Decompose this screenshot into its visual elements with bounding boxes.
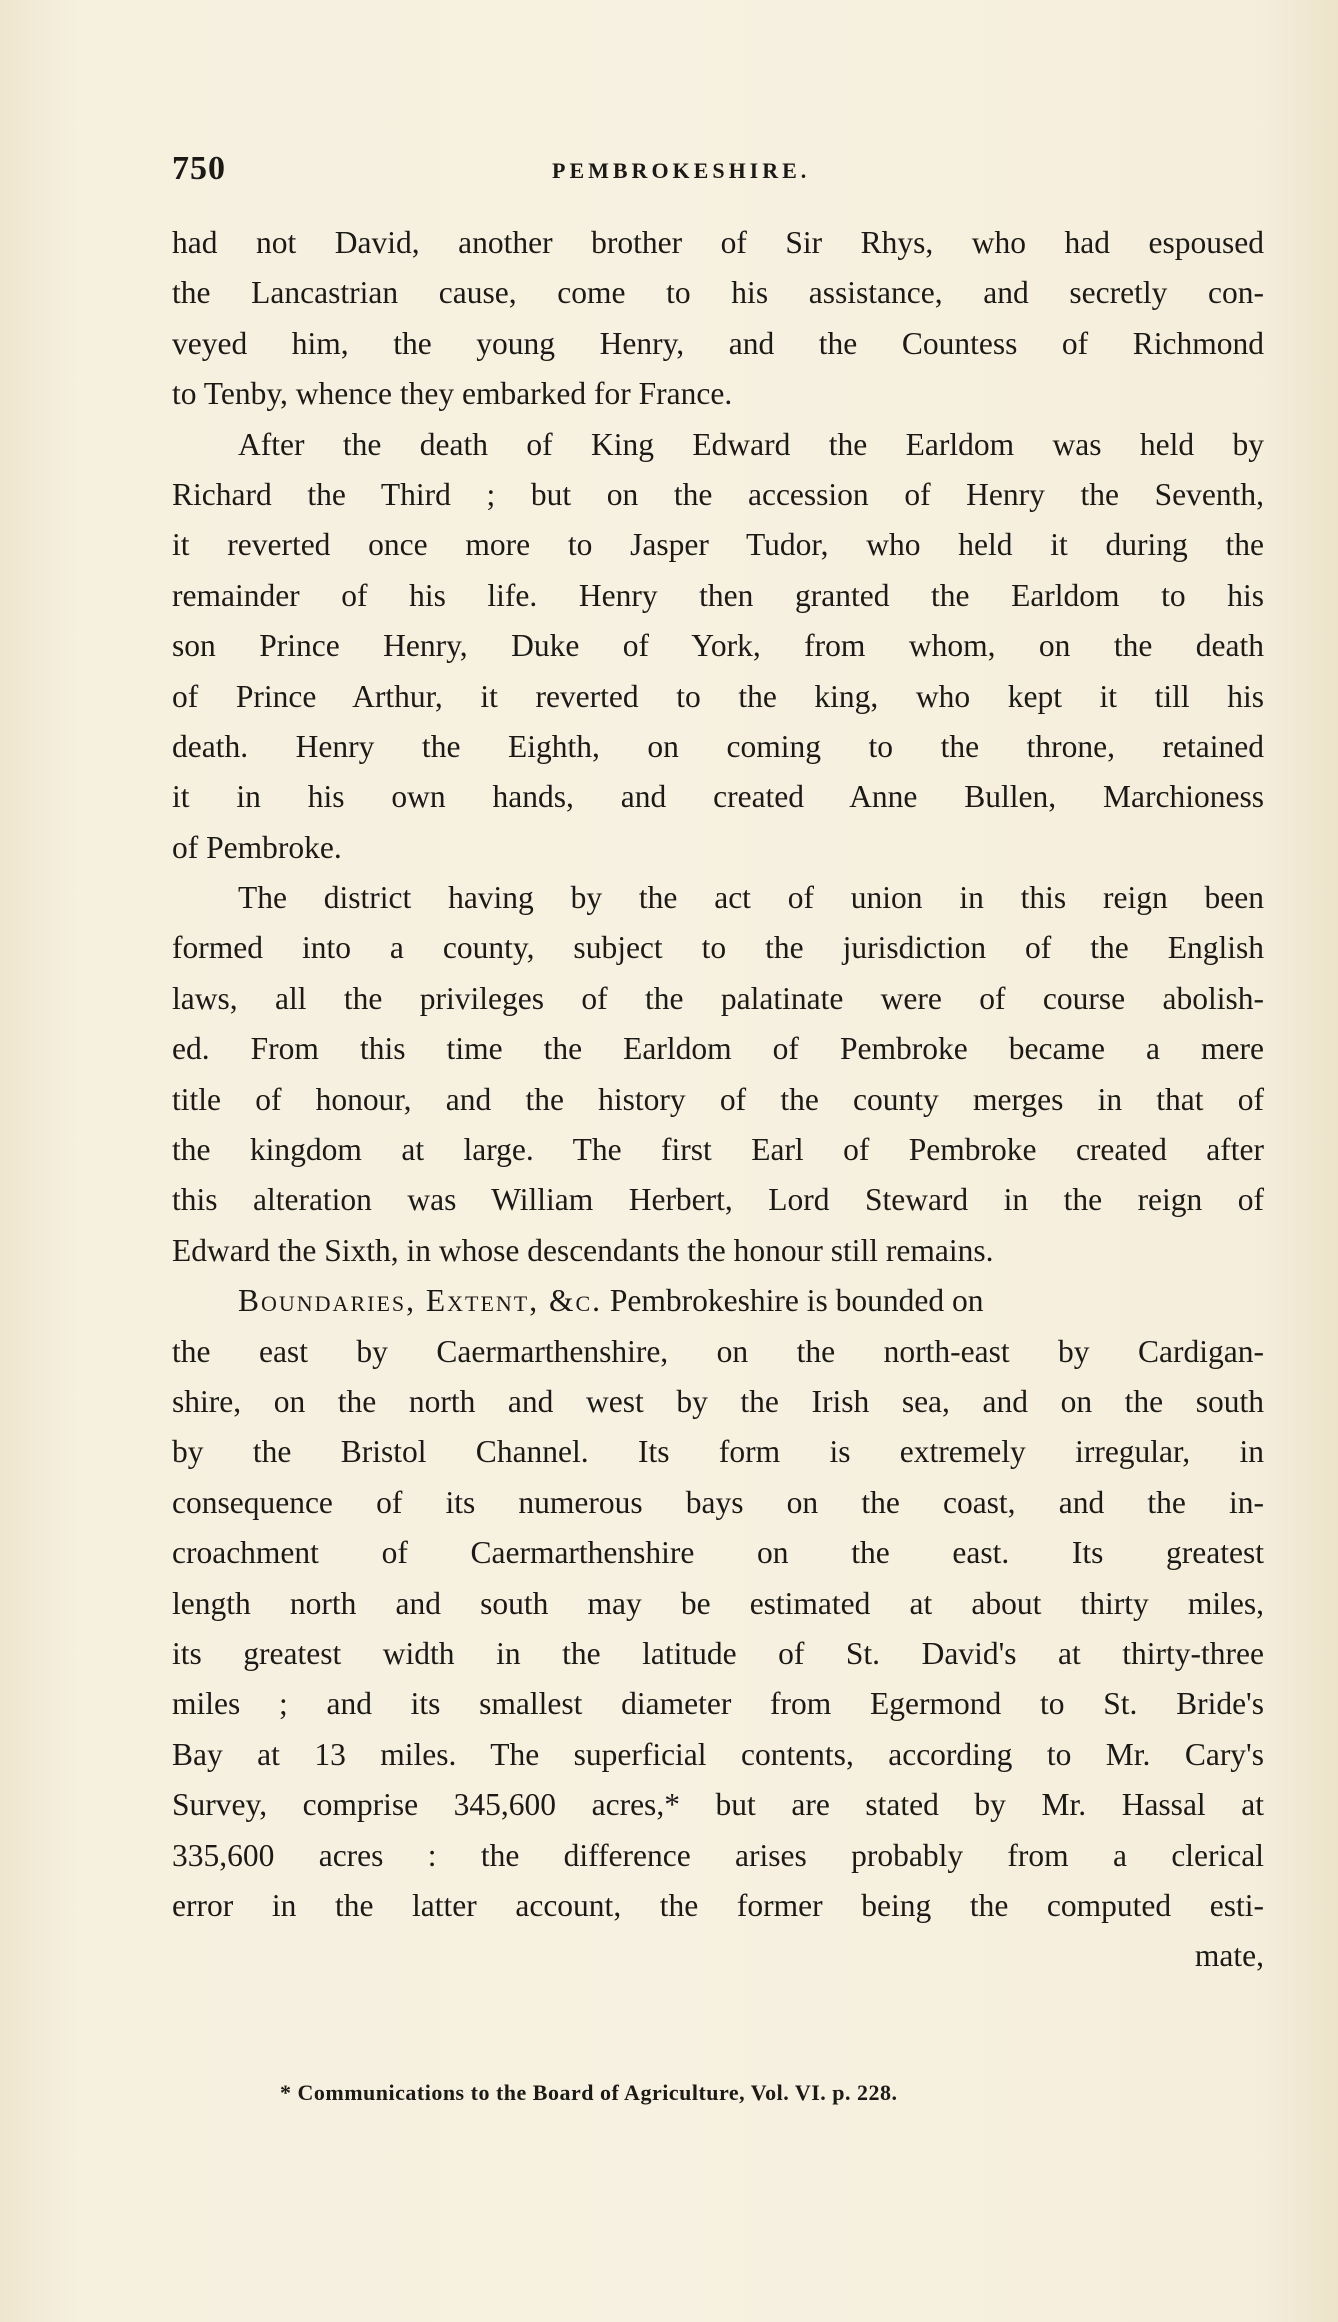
text-line: it in his own hands, and created Anne Bullen, Marchioness <box>172 779 1264 815</box>
text-line: this alteration was William Herbert, Lord Steward in the reign of <box>172 1182 1264 1218</box>
page-header <box>172 150 1292 194</box>
section-heading: Boundaries, Extent, &c. <box>238 1283 603 1319</box>
text-line: veyed him, the young Henry, and the Countess of Richmond <box>172 325 1264 361</box>
text-line: shire, on the north and west by the Irish sea, and on the south <box>172 1383 1264 1419</box>
footnote: * Communications to the Board of Agriculture, Vol. VI. p. 228. <box>280 2080 898 2105</box>
text-line: to Tenby, whence they embarked for France. <box>172 376 733 412</box>
text-line: the Lancastrian cause, come to his assistance, and secretly con- <box>172 275 1264 311</box>
text-line: the kingdom at large. The first Earl of Pembroke created after <box>172 1132 1264 1168</box>
text-line: death. Henry the Eighth, on coming to the throne, retained <box>172 728 1264 764</box>
page-number: 750 <box>172 150 226 187</box>
text-line: croachment of Caermarthenshire on the east. Its greatest <box>172 1535 1264 1571</box>
text-line: Richard the Third ; but on the accession of Henry the Seventh, <box>172 476 1264 512</box>
text-line: son Prince Henry, Duke of York, from whom, on the death <box>172 628 1264 664</box>
text-line: The district having by the act of union in this reign been <box>238 880 1264 916</box>
text-line: ed. From this time the Earldom of Pembroke became a mere <box>172 1031 1264 1067</box>
body-text <box>172 218 1264 1982</box>
text-line: error in the latter account, the former being the computed esti- <box>172 1887 1264 1923</box>
text-line: by the Bristol Channel. Its form is extremely irregular, in <box>172 1434 1264 1470</box>
text-line: its greatest width in the latitude of St. David's at thirty-three <box>172 1635 1264 1671</box>
text-line: laws, all the privileges of the palatinate were of course abolish- <box>172 980 1264 1016</box>
text-line: 335,600 acres : the difference arises probably from a clerical <box>172 1837 1264 1873</box>
text-line: miles ; and its smallest diameter from Egermond to St. Bride's <box>172 1686 1264 1722</box>
text-line: title of honour, and the history of the county merges in that of <box>172 1081 1264 1117</box>
text-line: Edward the Sixth, in whose descendants the honour still remains. <box>172 1232 994 1268</box>
text-line: formed into a county, subject to the jurisdiction of the English <box>172 930 1264 966</box>
text-line: After the death of King Edward the Earldom was held by <box>238 426 1264 462</box>
text-line: consequence of its numerous bays on the coast, and the in- <box>172 1484 1264 1520</box>
text-line: remainder of his life. Henry then granted the Earldom to his <box>172 577 1264 613</box>
text-line: had not David, another brother of Sir Rhys, who had espoused <box>172 225 1264 260</box>
text-line: Bay at 13 miles. The superficial contents, according to Mr. Cary's <box>172 1736 1264 1772</box>
text-line-remainder: Pembrokeshire is bounded on <box>602 1283 984 1319</box>
text-line: the east by Caermarthenshire, on the north-east by Cardigan- <box>172 1333 1264 1369</box>
text-line: of Prince Arthur, it reverted to the king, who kept it till his <box>172 678 1264 714</box>
catchword: mate, <box>1194 1938 1264 1974</box>
text-line: length north and south may be estimated at about thirty miles, <box>172 1585 1264 1621</box>
text-line: of Pembroke. <box>172 829 342 865</box>
text-line: it reverted once more to Jasper Tudor, who held it during the <box>172 527 1264 563</box>
text-line: Survey, comprise 345,600 acres,* but are stated by Mr. Hassal at <box>172 1787 1264 1823</box>
text-line <box>172 1276 1264 1326</box>
running-title: PEMBROKESHIRE. <box>552 158 811 183</box>
